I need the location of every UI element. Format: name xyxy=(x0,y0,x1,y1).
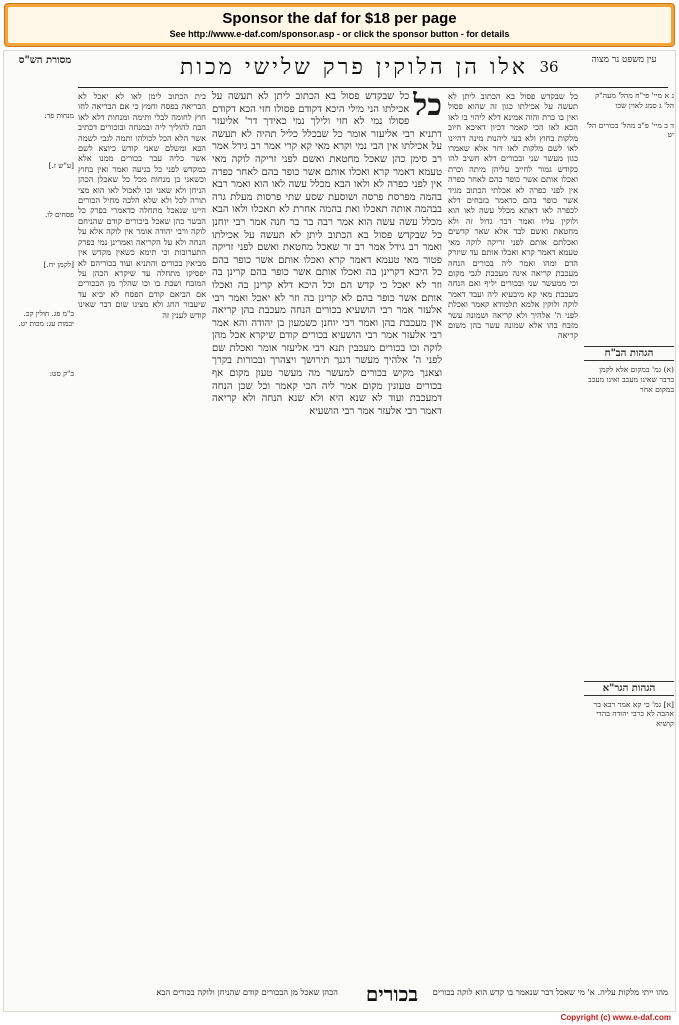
copyright-notice: Copyright (c) www.e-daf.com xyxy=(560,1013,671,1022)
masoret-hashas-margin xyxy=(8,111,74,981)
sponsor-banner-inner[interactable] xyxy=(8,7,671,43)
sponsor-banner-title[interactable]: Sponsor the daf for $18 per page xyxy=(222,10,457,27)
sponsor-banner[interactable] xyxy=(4,3,675,47)
rashi-column: כל שבקדש פסול בא הכתוב ליתן לא תעשה על אכילתו כגון זה שהוא פסול ואין בו כרת והוה אמינא דלא ליהוי בו לאו הכא לאו הכי קאמר דכיון דאיכא חיוב מלקות בחוץ ולא בעי ליהנות מינה דהיינו לאו לשם מלקות לאו דזר אלא שאמרו כגון מעשר שני ובכורים דלא חשיב להו כקודש גמור לחייב עליהן מיתה וכרת ואכלו אותם אשר כופר בהם לאחר כפרה אין לפני כפרה לא אכלתי הכתוב מגיד אשר כופר בהם כדאמר בזבחים דלא לכפרה לאו דאתא מכלל עשה לאו הוא ולוקין עליו ואמר דבר גדול זה ולא מחטאת ואשם לבד אלא שאר קדשים ואכלתם אותם לפני זריקה לוקה מאי טעמא דאמר קרא ואכלו אותם עד שיזרק הדם ומהו ואמר ליה בכורים הנחה מעכבת קריאה אינה מעכבת לגבי מקום וכי ממעשר שני ובכורים יליף ואם הנחה מעכבת מאי קא מיבעיא ליה ועבד דאמר לוקה ולוקין אלמא תלמודא קאמר ואכלת לפני ה' אלהיך ולא קריאה ושמונה עשר מזבח בהו אלא שמונה עשר בהן משום קריאה xyxy=(448,91,578,341)
tosafot-column: בית הכתוב לימן לאו לא יאכל לא הבריאה בפסח וחמץ כי אם הבריאה לחו חוץ לחומה לבלי ותימה ומנחות דלא לאו הבה להוליך ליה ובמנחה ובוכורים דכתיב אשר הלא הכל לכולהו ותמה לגבי לשמה הבא ומשלם שאני קודש כיוצא לשם אשר כליה עבר בכורים ממנו אלא במקדש לפני כל בגיעה ואמר ואין בחוץ וכשאני בן מנחות מכל כל שאכלן הכהן הניחן ולא שאני וכו לאכול לאו הוא מצי תורה לכל ולא שלא הלכה מחיל הבורים היינו שנאכל מתחלה כדאמרי בפרק כל הבשר כהן שאכל ביכורים קודם שהניחם לוקה ורבי יהודה אומר אין לוקה אלא על הנחה ולא על הקריאה ואמרינן נמי בפרק התערובות וכי תימא כשאין מקדש אין מביאין בכורים והתניא ועוד בכוריהם לא יפסיקו מתחלה עד שיקרא הכהן על המזבח ושבת בו וכו שהלך מן הבכורים אם הביאם קודם הפסח לא יביא עד שיעבור החג ולא מצינו שום דבר שאינו קודש לענין זה xyxy=(78,91,206,320)
margin-note: מנחות פד: xyxy=(44,111,74,120)
page-bottom xyxy=(78,981,668,1007)
page-title: אלו הן הלוקין פרק שלישי מכות xyxy=(180,55,528,80)
hagahot-hagra-text: [א] גמ' כי קא אמר רבא בר אהבה לא כרבי יהודה בהדי קושיא xyxy=(593,699,674,729)
hagahot-habach-title: הגהות הב"ח xyxy=(584,346,674,361)
margin-note: [לקמן יח.] xyxy=(43,259,74,269)
header-divider xyxy=(78,87,668,88)
margin-note: ב"מ פג. חולין קכ. יבמות עג: מכות יט. xyxy=(18,309,74,328)
margin-note: ד ב מיי' פ"ב מהל' בכורים הל' יט xyxy=(586,120,674,140)
ein-mishpat-margin xyxy=(584,91,674,981)
hagahot-habach-text: (א) גמ' במקום אלא לקמן בדבר שאינו מעכב ואינו מעכב במקום אחר xyxy=(588,365,674,394)
sponsor-banner-subtitle[interactable]: See http://www.e-daf.com/sponsor.asp - or click the sponsor button - for details xyxy=(169,29,510,39)
bottom-text-right: מהו ייתי מלקות עליה. א' מי שאכל דבר שנאמר בו קדש הוא לוקה בכורים xyxy=(432,987,668,997)
chapter-word: בכורים xyxy=(365,982,418,1006)
page-number: 36 xyxy=(539,58,559,76)
talmud-page xyxy=(3,50,676,1012)
margin-note: ב"ק סט: xyxy=(49,368,74,378)
bottom-text-left: הכהן שאכל מן הבכורים קודם שהניחן ולוקה בכורים הבא xyxy=(156,987,338,997)
ein-mishpat-label: עין משפט נר מצוה xyxy=(591,55,657,65)
margin-note: פסחים לו. xyxy=(44,210,74,220)
margin-note: ג א מיי' פי"ח מהל' מעה"ק הל' ג סמג לאוין שכו xyxy=(595,91,674,110)
margin-note: [ע"ש ז.] xyxy=(48,160,74,170)
page-header xyxy=(4,51,677,87)
gemara-column xyxy=(212,91,442,981)
gemara-opening-word: כל xyxy=(413,91,442,123)
hagahot-hagra-title: הגהות הגר"א xyxy=(584,681,674,696)
gemara-text: כל שבקדש פסול בא הכתוב ליתן לא תעשה על אכילתו הני מילי היכא דקודם פסולו חזי הכא דקודם פסולו נמי לא חזי ולילך נמי כאידך דר' אליעזר דתניא רבי אליעזר אומר כל שבכלל כליל תהיה לא תעשה על אכילתו אין הבי נמי וקרא מאי קא קרי אמר רב גידל אמר רב סימן כהן שאכל מחטאת ואשם לפני זריקה לוקה מאי טעמא דאמר קרא ואכלו אותם אשר כופר בהם לאחר כפרה אין לפני כפרה לא ולאו הבא מכלל עשה לאו הוא ואמר רבא בהמה מפרסת פרסה ושוסעת שסע שתי פרסות מעלת גרה בבהמה אותה תאכלו ואת בהמה אחרת לא תאכלו ולאו הבא מכלל עשה עשה הוא אמר רבה בר בר חנה אמר רבי יוחנן כל שבקדש פסול בא הכתוב ליתן לא תעשה על אכילתו ואמר רב גידל אמר רב זר שאכל מחטאת ואשם לפני זריקה פטור מאי טעמא דאמר קרא ואכלו אותם אשר כופר בהם כל היכא דקרינן בה ואכלו אותם אשר כופר בהם קרינן בה וזר לא יאכל כי קדש הם וכל היכא דלא קרינן בה ואכלו אותם אשר כופר בהם לא קרינן בה וזר לא יאכל ואמר רבי אלעזר אמר רבי הושעיא בכורים הנחה מעכבת בהן קריאה אין מעכבת בהן ואמר רבי יוחנן כשמעון בן יהודה והא אמר רבי אלעזר אמר רבי הושעיא בכורים קודם שיקרא אכל מהן לוקה וכו בכורים מעכבין תנא רבי אליעזר אומר ואכלת שם לפני ה' אלהיך מעשר דגנך תירושך ויצהרך ובכורות בקרך וצאנך מקיש בכורים למעשר מה מעשר טעון מקום אף בכורים טעונין מקום אמר ליה הכי קאמר וכל שכן הנחה דמעכבת ועוד לא שנא היא ולא שנא הנחה ולא קריאה דאמר רבי אלעזר אמר רבי הושעיא xyxy=(212,91,442,417)
masoret-hashas-label: מסורת הש"ס xyxy=(18,55,72,66)
